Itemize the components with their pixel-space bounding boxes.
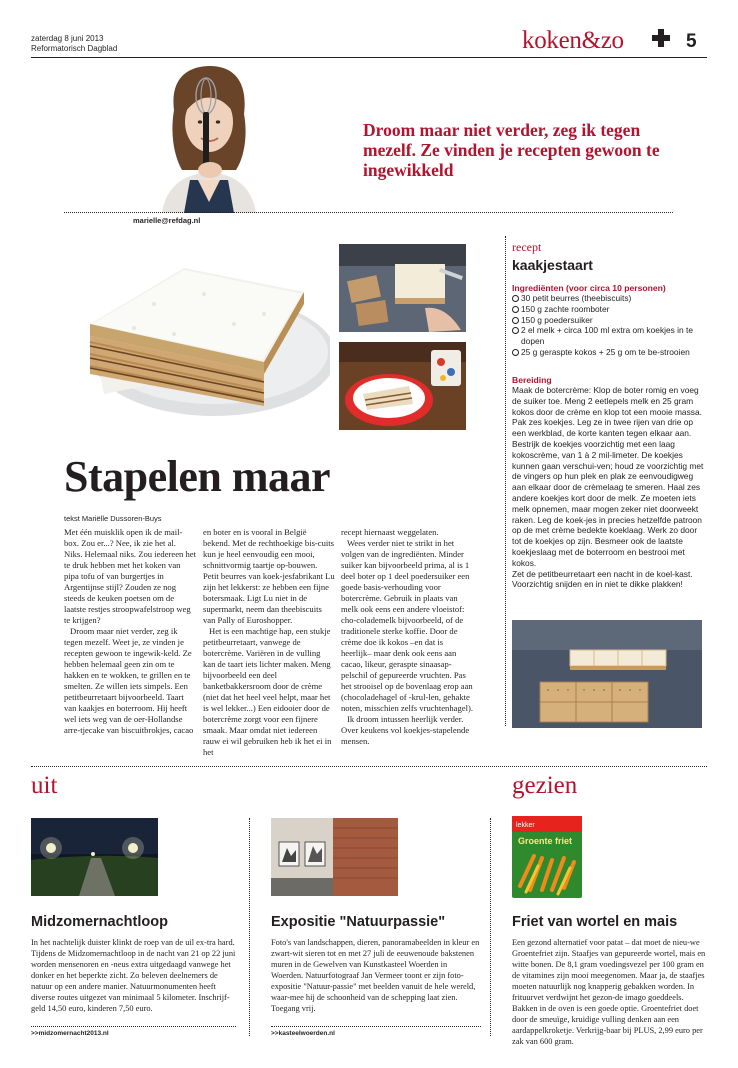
- ingredient-item: [512, 325, 702, 347]
- item-link[interactable]: >>kasteelwoerden.nl: [271, 1030, 335, 1037]
- ingredient-item: [512, 304, 702, 315]
- paragraph: Droom maar niet verder, zeg ik tegen mezelf. Weet je, ze vinden je recepten gewoon te ingewik-keld. Ze hebben helemaal geen zin om te hakken en te wokken, te grillen en te smelten. Ze willen iets simpels. Een petitbeurretaart bijvoorbeeld. Taart van kaakjes en boterroom. Hij heeft wel iets weg van de oer-Hollandse arre-tjecake van biscuitbrokjes, cacao: [64, 626, 194, 735]
- link-divider: [31, 1026, 236, 1027]
- circle-bullet-icon: [512, 327, 519, 334]
- paragraph: Met één muisklik open ik de mail-box. Zou er...? Nee, ik zie het al. Niks. Helemaal niks. Zou iedereen het te druk hebben met het koken van pipa tofu of van burgertjes in Argentijnse stijl? Zouden ze nog steeds de keuken poetsen om de laatste restjes stroopwafelstroop weg te krijgen?: [64, 527, 196, 625]
- package-tag-text: lekker: [516, 822, 535, 829]
- groentefriet-package-photo: [512, 816, 582, 898]
- article-column-2: [203, 527, 335, 758]
- article-headline: Stapelen maar: [64, 452, 331, 501]
- column-divider: [490, 818, 491, 1036]
- sidebar-divider: [505, 236, 506, 726]
- pullquote: Droom maar niet verder, zeg ik tegen mezelf. Ze vinden je recepten gewoon te ingewikkeld: [363, 120, 660, 180]
- dotted-divider: [64, 212, 673, 213]
- cake-photo: [64, 244, 330, 424]
- article-byline: tekst Mariëlle Dussoren-Buys: [64, 514, 162, 523]
- ingredient-text: 2 el melk + circa 100 ml extra om koekjes in te dopen: [521, 325, 693, 347]
- item-text: In het nachtelijk duister klinkt de roep van de uil ex-tra hard. Tijdens de Midzomernachtloop in de nacht van 21 op 22 juni worden mensenoren en -neus extra uitgedaagd vanwege het donker en het beperkte zicht. Zo beleven deelnemers de natuur op een andere manier. Natuurmonumenten heeft diverse routes uitgezet van minimaal 5 kilometer. Inschrijf-geld 14,50 euro, kinderen 7,50 euro.: [31, 938, 236, 1013]
- ingredient-text: 150 g poedersuiker: [521, 314, 593, 325]
- column-divider: [249, 818, 250, 1036]
- paragraph: Wees verder niet te strikt in het volgen van de ingrediënten. Minder suiker kan bijvoorbeeld prima, al is 1 deel boter op 1 deel poedersuiker een goede basis-verhouding voor botercrème. Gebruik in plaats van melk ook eens een andere vloeistof: cho-colademelk bijvoorbeeld, of de traditionele sterke koffie. Door de crème doe ik kokos –en dat is heerlijk– maar denk ook eens aan cacao, likeur, geraspte sinaasap-pelschil of gepureerde vruchten. Pas het strooisel op de bovenlaag erop aan (chocoladehagel of -krul-len, gehakte noten, misschien zelfs vruchtenhagel).: [341, 538, 473, 713]
- masthead-date-block: [31, 34, 117, 54]
- section-divider: [31, 766, 707, 767]
- header-rule: [31, 57, 707, 58]
- biscuit-layers-photo: [512, 620, 702, 728]
- recipe-label: recept: [512, 240, 542, 254]
- article-column-1: [64, 527, 196, 736]
- columnist-portrait: [140, 62, 278, 213]
- page-number: 5: [686, 31, 697, 52]
- item-text: Een gezond alternatief voor patat – dat moet de nieu-we Groentefriet zijn. Staafjes van gepureerde wortel, mais en witte bonen. De 8,1 gram voedingsvezel per 100 gram en de vitamines zijn mooi meegenomen. Maar ja, de staafjes moeten natuurlijk nog knapperig gebakken worden. In frituurvet verdwijnt het gezon-de imago goeddeels. Bakken in de oven is een goede optie. Groentefriet doet door de smeuïge, kruidige vulling denken aan een aardappelkroketje. Verkrijg-baar bij PLUS, 2,99 euro per zak van 600 gram.: [512, 938, 706, 1046]
- issue-date: zaterdag 8 juni 2013: [31, 34, 104, 43]
- recipe-method: [512, 375, 704, 590]
- article-column-3: [341, 527, 473, 747]
- ingredient-text: 25 g geraspte kokos + 25 g om te be-strooien: [521, 346, 690, 357]
- item-text: Foto's van landschappen, dieren, panoramabeelden in kleur en zwart-wit sieren tot en met 27 juli de eeuwenoude bakstenen muren in de Gewelven van Kunstkasteel Woerden in Woerden. Natuurfotograaf Jan Vermeer toont er zijn foto-expositie "Natuur-passie" met beelden vanuit de hele wereld, waar-mee hij de schoonheid van de schepping laat zien. Toegang vrij.: [271, 938, 480, 1013]
- item-heading: Friet van wortel en mais: [512, 914, 678, 930]
- paragraph: en boter en is vooral in België bekend. Met de rechthoekige bis-cuits kun je heel eenvoudig een mooi, schnittvormig taartje op-bouwen. Petit beurres van koek-jesfabrikant Lu zijn het lekkerst: ze hebben een fijne botersmaak. Ligt Lu niet in de supermarkt, neem dan theebiscuits van Pally of Euroshopper.: [203, 527, 335, 625]
- circle-bullet-icon: [512, 317, 519, 324]
- method-text: Maak de botercrème: Klop de boter romig en voeg de suiker toe. Meng 2 eetlepels melk en 25 gram kokos door de crème en klop tot een mooie massa. Pak zes koekjes. Leg ze in twee rijen van drie op een werkblad, de korte kanten tegen elkaar aan. Bestrijk de koekjes voorzichtig met een laag kokoscrème, van 1 à 2 mil-limeter. De koekjes kunnen gaan verschui-ven; houd ze voorzichtig met de vingers op hun plek en plak ze eenvoudigweg aan elkaar door de crèmelaag te smeren. Haal zes andere koekjes kort door de melk. Ze moeten iets melk opnemen, maar mogen zeker niet doorweekt raken. Leg de koek-jes in precies hetzelfde patroon op de met crème bedekte koeklaag. Werk zo door tot de koekjes op zijn. Besmeer ook de laatste koekjeslaag met de boterroom en bestrooi met kokos. Zet de petitbeurretaart een nacht in de koel-kast. Voorzichtig snijden en in niet te dikke plakken!: [512, 385, 704, 590]
- paragraph: Ik droom intussen heerlijk verder. Over keukens vol koekjes-stapelende mensen.: [341, 714, 470, 746]
- circle-bullet-icon: [512, 349, 519, 356]
- author-email: marielle@refdag.nl: [133, 216, 201, 225]
- ingredient-list: [512, 293, 702, 358]
- ingredient-text: 150 g zachte roomboter: [521, 303, 610, 314]
- recipe-ingredients: [512, 283, 702, 358]
- recipe-title: kaakjestaart: [512, 257, 593, 273]
- ingredients-heading: Ingrediënten (voor circa 10 personen): [512, 283, 666, 293]
- link-divider: [271, 1026, 481, 1027]
- item-link[interactable]: >>midzomernacht2013.nl: [31, 1030, 109, 1037]
- newspaper-name: Reformatorisch Dagblad: [31, 44, 118, 53]
- ingredient-item: [512, 293, 702, 304]
- gezien-section-title: gezien: [512, 772, 578, 799]
- step-photo-1: [339, 244, 466, 332]
- exhibition-photo: [271, 818, 398, 896]
- circle-bullet-icon: [512, 295, 519, 302]
- ingredient-item: [512, 315, 702, 326]
- paragraph: recept hiernaast weggelaten.: [341, 527, 439, 537]
- section-title: koken&zo: [522, 27, 624, 54]
- paragraph: Het is een machtige hap, een stukje petitbeurretaart, vanwege de botercrème. Variëren in de vulling kan de taart iets lichter maken. Meng bijvoorbeeld een deel banketbakkersroom door de crème (niet dat het heel veel helpt, maar het is wel lekker...) Een eidooier door de botercrème zorgt voor een fijnere smaak. Maar omdat niet iedereen rauw ei wil gebruiken heb ik het ei in het: [203, 626, 332, 757]
- ingredient-item: [512, 347, 702, 358]
- step-photo-2: [339, 342, 466, 430]
- uit-section-title: uit: [31, 772, 58, 799]
- package-brand-text: Groente friet: [518, 836, 573, 846]
- item-heading: Expositie "Natuurpassie": [271, 914, 446, 930]
- item-heading: Midzomernachtloop: [31, 914, 168, 930]
- plus-icon: [650, 27, 672, 49]
- ingredient-text: 30 petit beurres (theebiscuits): [521, 293, 632, 303]
- circle-bullet-icon: [512, 306, 519, 313]
- method-heading: Bereiding: [512, 375, 552, 385]
- night-path-photo: [31, 818, 158, 896]
